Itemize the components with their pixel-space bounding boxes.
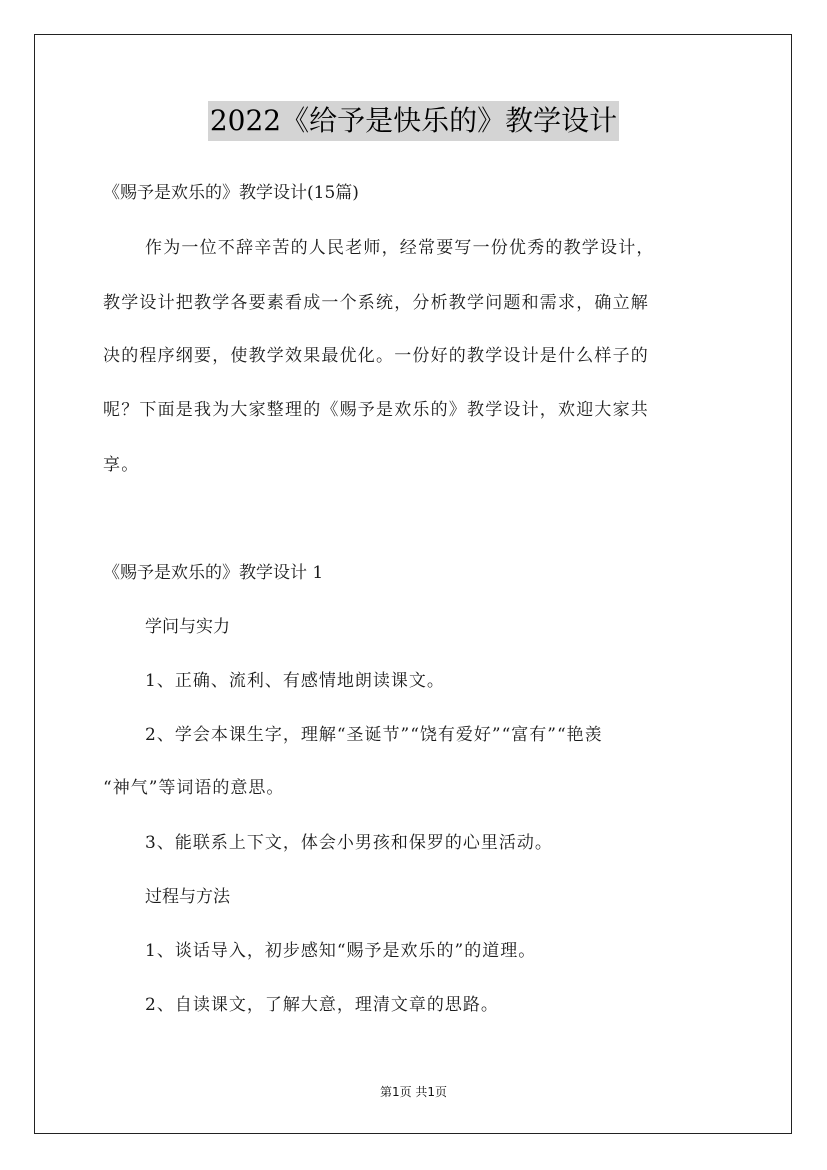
process-heading: 过程与方法 bbox=[145, 887, 230, 907]
section-heading: 《赐予是欢乐的》教学设计 1 bbox=[103, 563, 324, 583]
intro-line: 呢？下面是我为大家整理的《赐予是欢乐的》教学设计，欢迎大家共 bbox=[103, 400, 649, 420]
document-subtitle: 《赐予是欢乐的》教学设计(15篇) bbox=[103, 183, 359, 203]
knowledge-heading: 学问与实力 bbox=[145, 617, 230, 637]
intro-line: 决的程序纲要，使教学效果最优化。一份好的教学设计是什么样子的 bbox=[103, 346, 649, 366]
page-footer: 第1页 共1页 bbox=[379, 1085, 448, 1099]
intro-line: 享。 bbox=[103, 455, 140, 475]
intro-line: 作为一位不辞辛苦的人民老师，经常要写一份优秀的教学设计， bbox=[145, 238, 655, 258]
knowledge-item: 2、学会本课生字，理解“圣诞节”“饶有爱好”“富有”“艳羡 bbox=[145, 725, 603, 745]
process-item: 2、自读课文，了解大意，理清文章的思路。 bbox=[145, 995, 499, 1015]
intro-line: 教学设计把教学各要素看成一个系统，分析教学问题和需求，确立解 bbox=[103, 293, 649, 313]
document-title: 2022《给予是快乐的》教学设计 bbox=[208, 101, 619, 141]
process-item: 1、谈话导入，初步感知“赐予是欢乐的”的道理。 bbox=[145, 941, 537, 961]
knowledge-item: 1、正确、流利、有感情地朗读课文。 bbox=[145, 671, 445, 691]
knowledge-item-continued: “神气”等词语的意思。 bbox=[103, 778, 285, 798]
knowledge-item: 3、能联系上下文，体会小男孩和保罗的心里活动。 bbox=[145, 833, 553, 853]
title-container bbox=[0, 101, 827, 141]
